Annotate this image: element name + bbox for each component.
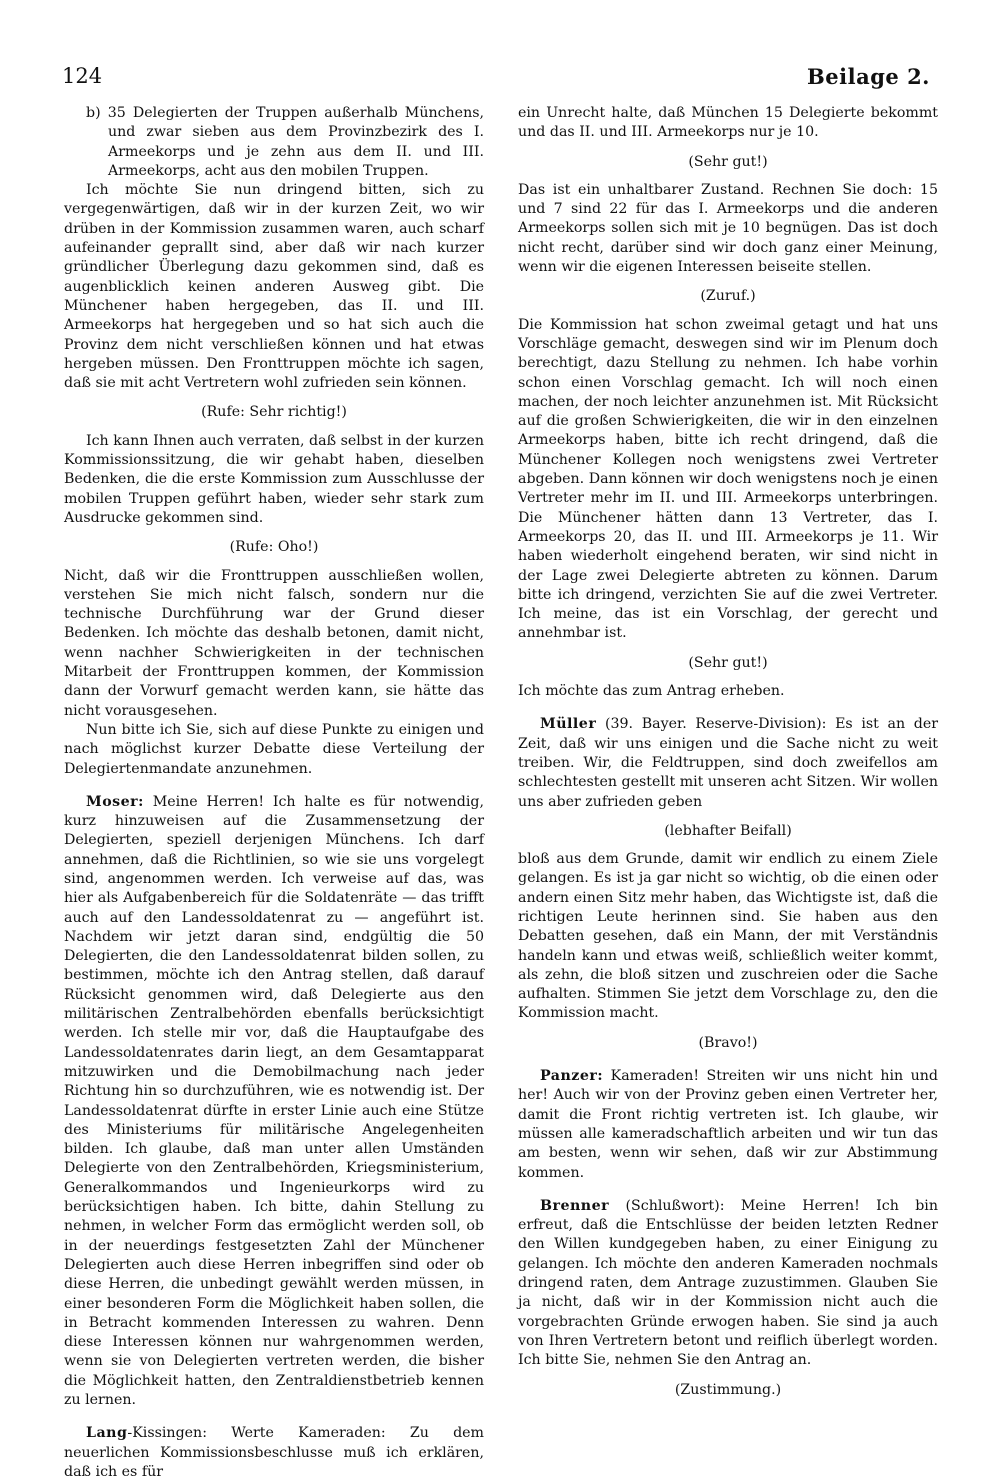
paragraph: bloß aus dem Grunde, damit wir endlich zu einem Ziele gelangen. Es ist ja gar nicht so wichtig, ob die einen oder andern einen Sitz mehr haben, das Wichtigste ist, daß die richtigen Leute herinnen sind. Sie haben aus den Debatten gesehen, daß ein Mann, der mit Verständnis handeln kann und etwas weiß, schließlich weiter kommt, als zehn, die bloß sitzen und zuschreien oder die Sache aufhalten. Stimmen Sie jetzt dem Vorschlage zu, den die Kommission macht. — [518, 851, 938, 1022]
speech-brenner — [518, 1197, 938, 1371]
speaker-name: Moser: — [86, 793, 144, 810]
speaker-unit: (39. Bayer. Reserve-Division): — [604, 716, 827, 733]
speech-text: Meine Herren! Ich bin erfreut, daß die Entschlüsse der beiden letzten Redner den Willen kundgegeben haben, zu einer Einigung zu gelangen. Ich möchte den anderen Kameraden nochmals dringend raten, dem Antrage zuzustimmen. Glauben Sie ja nicht, daß wir in der Kommission nicht auch die vorgebrachten Gründe erwogen haben. Sie sind ja auch von Ihren Vertretern betont und reiflich überlegt worden. Ich bitte Sie, nehmen Sie den Antrag an. — [518, 1197, 938, 1369]
paragraph: Nun bitte ich Sie, sich auf diese Punkte zu einigen und nach möglichst kurzer Debatte diese Verteilung der Delegiertenmandate anzunehmen. — [64, 721, 484, 777]
paragraph: Nicht, daß wir die Fronttruppen ausschließen wollen, verstehen Sie mich nicht falsch, sondern nur die technische Durchführung war der Grund dieser Bedenken. Ich möchte das deshalb betonen, damit nicht, wenn nachher Schwierigkeiten in der technischen Mitarbeit der Fronttruppen kommen, der Kommission dann der Vorwurf gemacht werden kann, sie hätte das nicht vorausgesehen. — [64, 567, 484, 719]
right-column — [518, 104, 938, 1409]
paragraph: Ich möchte das zum Antrag erheben. — [518, 683, 785, 700]
interjection: (Zuruf.) — [700, 288, 756, 305]
speech-panzer — [518, 1067, 938, 1183]
paragraph: Das ist ein unhaltbarer Zustand. Rechnen Sie doch: 15 und 7 sind 22 für das I. Armeekorps und die anderen Armeekorps sollen sich mit je 10 begnügen. Das ist doch nicht recht, darüber sind wir doch ganz einer Meinung, wenn wir die eigenen Interessen beiseite stellen. — [518, 181, 938, 276]
speaker-note: (Schlußwort): — [625, 1197, 725, 1214]
speech-text: Kameraden! Streiten wir uns nicht hin und her! Auch wir von der Provinz geben einen Vertreter her, damit die Front richtig vertreten ist. Ich glaube, wir müssen alle kameradschaftlich arbeiten und wir tun das am besten, wenn wir sehen, daß wir zur Abstimmung kommen. — [518, 1068, 939, 1181]
interjection: (Zustimmung.) — [674, 1381, 782, 1398]
speaker-name: Panzer: — [540, 1068, 604, 1085]
page-number: 124 — [62, 64, 103, 88]
interjection: (Rufe: Sehr richtig!) — [201, 404, 347, 421]
speaker-name: Lang — [86, 1425, 128, 1442]
speaker-name: Müller — [540, 716, 597, 733]
list-item-b: b) 35 Delegierten der Truppen außerhalb Münchens, und zwar sieben aus dem Provinzbezirk des I. Armeekorps und je zehn aus dem II. und III. Armeekorps, acht aus den mobilen Truppen. — [86, 105, 484, 179]
interjection: (Sehr gut!) — [688, 654, 768, 671]
interjection: (Rufe: Oho!) — [229, 539, 319, 556]
paragraph: Die Kommission hat schon zweimal getagt und hat uns Vorschläge gemacht, deswegen sind wir im Plenum doch berechtigt, dazu Stellung zu nehmen. Ich habe vorhin schon einen Vorschlag gemacht. Ich will noch einen machen, der noch leichter anzunehmen ist. Mit Rücksicht auf die großen Schwierigkeiten, die wir in den einzelnen Armeekorps haben, bitte ich recht dringend, daß die Münchener Kollegen noch wenigstens zwei Vertreter abgeben. Dann können wir doch wenigstens noch je einen Vertreter mehr im II. und III. Armeekorps unterbringen. Die Münchener hätten dann 13 Vertreter, das I. Armeekorps 20, das II. und III. Armeekorps je 11. Wir haben wiederholt eingehend beraten, wir sind nicht in der Lage zwei Delegierte abtreten zu können. Darum bitte ich dringend, verzichten Sie auf die zwei Vertreter. Ich meine, das ist ein Vorschlag, der gerecht und annehmbar ist. — [518, 316, 938, 642]
speech-text: Werte Kameraden: Zu dem neuerlichen Kommissionsbeschlusse muß ich erklären, daß ich es für — [64, 1425, 484, 1480]
interjection: (lebhafter Beifall) — [664, 822, 792, 839]
interjection: (Sehr gut!) — [688, 153, 768, 170]
speech-moser — [64, 793, 484, 1411]
paragraph: Ich möchte Sie nun dringend bitten, sich zu vergegenwärtigen, daß wir in der kurzen Zeit, wo wir drüben in der Kommission zusammen waren, auch scharf aufeinander geprallt sind, aber daß wir nach kurzer gründlicher Überlegung dazu gekommen sind, daß es augenblicklich keinen anderen Ausweg gibt. Die Münchener haben hergegeben, das II. und III. Armeekorps hat hergegeben und so hat sich auch die Provinz dem nicht verschließen können und hat etwas hergeben müssen. Den Fronttruppen möchte ich sagen, daß sie mit acht Vertretern wohl zufrieden sein können. — [64, 182, 484, 392]
page-header — [62, 64, 930, 98]
speech-lang — [64, 1424, 484, 1482]
speaker-name: Brenner — [540, 1197, 610, 1214]
speaker-place: -Kissingen: — [127, 1425, 207, 1442]
left-column — [64, 104, 484, 1482]
speech-text: Meine Herren! Ich halte es für notwendig, kurz hinzuweisen auf die Zusammensetzung der Delegierten, speziell derjenigen Münchens. Ich darf annehmen, daß die Richtlinien, so wie sie uns vorgelegt sind, angenommen werden. Ich verweise auf das, was hier als Aufgabenbereich für die Soldatenräte — das trifft auch auf den Landessoldatenrat zu — angeführt ist. Nachdem wir jetzt daran sind, endgültig die 50 Delegierten, die den Landessoldatenrat bilden sollen, zu bestimmen, möchte ich den Antrag stellen, daß darauf Rücksicht genommen wird, daß Delegierte aus den militärischen Zentralbehörden ebenfalls berücksichtigt werden. Ich stelle mir vor, daß die Hauptaufgabe des Landessoldatenrates darin liegt, an dem Gesamtapparat mitzuwirken und die Demobilmachung nach jeder Richtung hin so durchzuführen, wie es notwendig ist. Der Landessoldatenrat dürfte in erster Linie auch eine Stütze des Ministeriums für militärische Angelegenheiten bilden. Ich glaube, daß man unter allen Umständen Delegierte von den Zentralbehörden, Kriegsministerium, Generalkommandos und Ingenieurkorps wird zu berücksichtigen haben. Ich bitte, dahin Stellung zu nehmen, in welcher Form das ermöglicht werden soll, ob in der neuerdings festgesetzten Zahl der Münchener Delegierten auch diese Herren inbegriffen sind oder ob diese Herren, die unbedingt gewählt werden müssen, in einer besonderen Form die Möglichkeit haben sollen, die in Betracht kommenden Interessen zu wahren. Denn diese Interessen können nur wahrgenommen werden, wenn sie von Delegierten vertreten werden, die bisher die Möglichkeit hatten, den Zentraldienstbetrieb kennen zu lernen. — [64, 793, 485, 1408]
speech-text: Es ist an der Zeit, daß wir uns einigen und die Sache nicht zu weit treiben. Wir, die Feldtruppen, sind doch zweifellos am schlechtesten gestellt mit unseren acht Sitzen. Wir wollen uns aber zufrieden geben — [518, 716, 939, 810]
paragraph: Ich kann Ihnen auch verraten, daß selbst in der kurzen Kommissionssitzung, die wir gehabt haben, dieselben Bedenken, die die erste Kommission zum Ausschlusse der mobilen Truppen geführt haben, wieder sehr stark zum Ausdrucke gekommen sind. — [64, 432, 484, 526]
paragraph: ein Unrecht halte, daß München 15 Delegierte bekommt und das II. und III. Armeekorps nur je 10. — [518, 105, 938, 141]
interjection: (Bravo!) — [698, 1034, 758, 1051]
running-head: Beilage 2. — [807, 64, 930, 89]
speech-mueller — [518, 715, 938, 811]
